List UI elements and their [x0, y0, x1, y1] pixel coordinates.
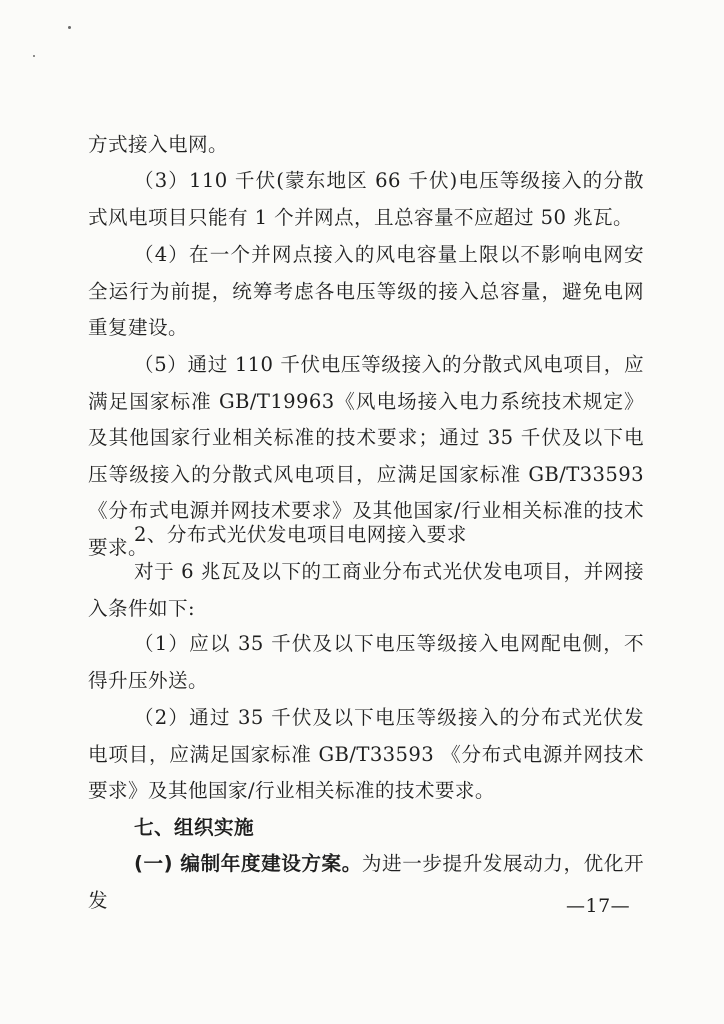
paragraph: （4）在一个并网点接入的风电容量上限以不影响电网安全运行为前提，统筹考虑各电压等级的接入总容量，避免电网重复建设。	[88, 243, 644, 339]
scan-speck	[33, 55, 35, 57]
paragraph: （5）通过 110 千伏电压等级接入的分散式风电项目，应满足国家标准 GB/T19963《风电场接入电力系统技术规定》及其他国家行业相关标准的技术要求；通过 35 千伏及以下电压等级接入的分散式风电项目，应满足国家标准 GB/T33593《分布式电源并网技术要求》及其他国家/行业相关标准的技术要求。	[88, 353, 644, 559]
paragraph: 方式接入电网。	[88, 133, 228, 156]
scan-speck	[68, 26, 71, 29]
paragraph: （2）通过 35 千伏及以下电压等级接入的分布式光伏发电项目，应满足国家标准 GB/T33593 《分布式电源并网技术要求》及其他国家/行业相关标准的技术要求。	[88, 706, 644, 802]
paragraph: （3）110 千伏(蒙东地区 66 千伏)电压等级接入的分散式风电项目只能有 1 个并网点，且总容量不应超过 50 兆瓦。	[88, 169, 644, 229]
paragraph: 对于 6 兆瓦及以下的工商业分布式光伏发电项目，并网接入条件如下:	[88, 560, 644, 620]
subsection-heading: 2、分布式光伏发电项目电网接入要求	[134, 523, 467, 546]
paragraph-text: 为进一步提升发展动力，优化开发	[88, 852, 644, 912]
paragraph-bold-lead: (一) 编制年度建设方案。	[134, 852, 362, 875]
paragraph: （1）应以 35 千伏及以下电压等级接入电网配电侧，不得升压外送。	[88, 632, 644, 692]
section-heading: 七、组织实施	[134, 816, 254, 839]
paragraph	[88, 846, 644, 919]
page-number: —17—	[566, 895, 631, 917]
